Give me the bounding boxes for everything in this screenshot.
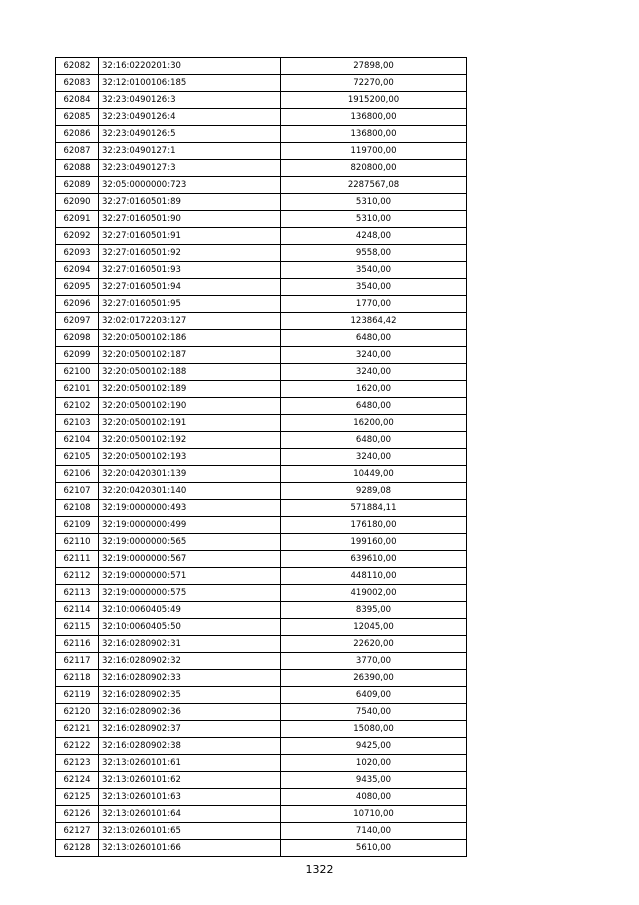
cadastral-number-cell: 32:16:0280902:38 bbox=[99, 738, 281, 755]
table-row bbox=[56, 568, 467, 585]
table-row bbox=[56, 381, 467, 398]
cadastral-number-cell: 32:16:0280902:32 bbox=[99, 653, 281, 670]
table-row bbox=[56, 194, 467, 211]
table-row bbox=[56, 653, 467, 670]
cadastral-value-cell: 3540,00 bbox=[281, 279, 467, 296]
cadastral-number-cell: 32:20:0420301:139 bbox=[99, 466, 281, 483]
cadastral-number-cell: 32:19:0000000:567 bbox=[99, 551, 281, 568]
cadastral-number-cell: 32:20:0500102:193 bbox=[99, 449, 281, 466]
row-number-cell: 62095 bbox=[56, 279, 99, 296]
cadastral-number-cell: 32:19:0000000:565 bbox=[99, 534, 281, 551]
cadastral-number-cell: 32:16:0220201:30 bbox=[99, 58, 281, 75]
table-row bbox=[56, 636, 467, 653]
cadastral-number-cell: 32:13:0260101:65 bbox=[99, 823, 281, 840]
cadastral-number-cell: 32:20:0500102:189 bbox=[99, 381, 281, 398]
row-number-cell: 62084 bbox=[56, 92, 99, 109]
cadastral-value-cell: 9435,00 bbox=[281, 772, 467, 789]
table-row bbox=[56, 551, 467, 568]
cadastral-value-cell: 571884,11 bbox=[281, 500, 467, 517]
row-number-cell: 62083 bbox=[56, 75, 99, 92]
cadastral-value-cell: 3240,00 bbox=[281, 364, 467, 381]
table-row bbox=[56, 245, 467, 262]
row-number-cell: 62097 bbox=[56, 313, 99, 330]
table-row bbox=[56, 840, 467, 857]
row-number-cell: 62110 bbox=[56, 534, 99, 551]
table-row bbox=[56, 432, 467, 449]
row-number-cell: 62105 bbox=[56, 449, 99, 466]
table-row bbox=[56, 466, 467, 483]
row-number-cell: 62087 bbox=[56, 143, 99, 160]
cadastral-value-cell: 9558,00 bbox=[281, 245, 467, 262]
cadastral-number-cell: 32:16:0280902:36 bbox=[99, 704, 281, 721]
row-number-cell: 62124 bbox=[56, 772, 99, 789]
cadastral-value-cell: 15080,00 bbox=[281, 721, 467, 738]
row-number-cell: 62100 bbox=[56, 364, 99, 381]
cadastral-value-cell: 10710,00 bbox=[281, 806, 467, 823]
cadastral-number-cell: 32:27:0160501:89 bbox=[99, 194, 281, 211]
cadastral-number-cell: 32:13:0260101:66 bbox=[99, 840, 281, 857]
row-number-cell: 62128 bbox=[56, 840, 99, 857]
cadastral-value-cell: 1770,00 bbox=[281, 296, 467, 313]
row-number-cell: 62121 bbox=[56, 721, 99, 738]
cadastral-number-cell: 32:27:0160501:93 bbox=[99, 262, 281, 279]
cadastral-number-cell: 32:20:0500102:192 bbox=[99, 432, 281, 449]
cadastral-number-cell: 32:23:0490127:1 bbox=[99, 143, 281, 160]
table-row bbox=[56, 823, 467, 840]
cadastral-number-cell: 32:19:0000000:499 bbox=[99, 517, 281, 534]
cadastral-number-cell: 32:05:0000000:723 bbox=[99, 177, 281, 194]
cadastral-value-cell: 7540,00 bbox=[281, 704, 467, 721]
table-row bbox=[56, 585, 467, 602]
table-row bbox=[56, 160, 467, 177]
cadastral-number-cell: 32:20:0500102:190 bbox=[99, 398, 281, 415]
cadastral-value-cell: 419002,00 bbox=[281, 585, 467, 602]
table-row bbox=[56, 619, 467, 636]
cadastral-number-cell: 32:23:0490126:5 bbox=[99, 126, 281, 143]
cadastral-value-cell: 199160,00 bbox=[281, 534, 467, 551]
cadastral-number-cell: 32:20:0420301:140 bbox=[99, 483, 281, 500]
row-number-cell: 62122 bbox=[56, 738, 99, 755]
cadastral-value-cell: 6409,00 bbox=[281, 687, 467, 704]
row-number-cell: 62113 bbox=[56, 585, 99, 602]
cadastral-value-cell: 12045,00 bbox=[281, 619, 467, 636]
row-number-cell: 62126 bbox=[56, 806, 99, 823]
table-row bbox=[56, 398, 467, 415]
row-number-cell: 62109 bbox=[56, 517, 99, 534]
cadastral-value-cell: 8395,00 bbox=[281, 602, 467, 619]
table-row bbox=[56, 755, 467, 772]
cadastral-number-cell: 32:27:0160501:95 bbox=[99, 296, 281, 313]
cadastral-value-cell: 448110,00 bbox=[281, 568, 467, 585]
table-row bbox=[56, 602, 467, 619]
table-row bbox=[56, 126, 467, 143]
row-number-cell: 62103 bbox=[56, 415, 99, 432]
cadastral-number-cell: 32:27:0160501:91 bbox=[99, 228, 281, 245]
table-row bbox=[56, 483, 467, 500]
cadastral-number-cell: 32:23:0490126:4 bbox=[99, 109, 281, 126]
table-body bbox=[56, 58, 467, 857]
table-row bbox=[56, 92, 467, 109]
row-number-cell: 62102 bbox=[56, 398, 99, 415]
cadastral-value-cell: 136800,00 bbox=[281, 109, 467, 126]
row-number-cell: 62118 bbox=[56, 670, 99, 687]
table-row bbox=[56, 738, 467, 755]
row-number-cell: 62107 bbox=[56, 483, 99, 500]
cadastral-number-cell: 32:13:0260101:64 bbox=[99, 806, 281, 823]
table-row bbox=[56, 364, 467, 381]
cadastral-number-cell: 32:23:0490127:3 bbox=[99, 160, 281, 177]
cadastral-number-cell: 32:20:0500102:188 bbox=[99, 364, 281, 381]
row-number-cell: 62082 bbox=[56, 58, 99, 75]
row-number-cell: 62092 bbox=[56, 228, 99, 245]
row-number-cell: 62112 bbox=[56, 568, 99, 585]
table-row bbox=[56, 330, 467, 347]
cadastral-value-cell: 123864,42 bbox=[281, 313, 467, 330]
cadastral-number-cell: 32:27:0160501:94 bbox=[99, 279, 281, 296]
cadastral-value-cell: 16200,00 bbox=[281, 415, 467, 432]
table-row bbox=[56, 721, 467, 738]
row-number-cell: 62116 bbox=[56, 636, 99, 653]
row-number-cell: 62123 bbox=[56, 755, 99, 772]
row-number-cell: 62093 bbox=[56, 245, 99, 262]
cadastral-value-cell: 1020,00 bbox=[281, 755, 467, 772]
cadastral-value-cell: 1915200,00 bbox=[281, 92, 467, 109]
row-number-cell: 62085 bbox=[56, 109, 99, 126]
row-number-cell: 62096 bbox=[56, 296, 99, 313]
cadastral-number-cell: 32:20:0500102:187 bbox=[99, 347, 281, 364]
cadastral-value-cell: 5310,00 bbox=[281, 194, 467, 211]
cadastral-value-cell: 3540,00 bbox=[281, 262, 467, 279]
row-number-cell: 62120 bbox=[56, 704, 99, 721]
cadastral-value-cell: 176180,00 bbox=[281, 517, 467, 534]
cadastral-value-cell: 9425,00 bbox=[281, 738, 467, 755]
cadastral-number-cell: 32:13:0260101:61 bbox=[99, 755, 281, 772]
cadastral-value-cell: 9289,08 bbox=[281, 483, 467, 500]
row-number-cell: 62114 bbox=[56, 602, 99, 619]
cadastral-number-cell: 32:27:0160501:92 bbox=[99, 245, 281, 262]
table-row bbox=[56, 415, 467, 432]
row-number-cell: 62101 bbox=[56, 381, 99, 398]
table-row bbox=[56, 313, 467, 330]
row-number-cell: 62094 bbox=[56, 262, 99, 279]
table-row bbox=[56, 347, 467, 364]
table-row bbox=[56, 687, 467, 704]
cadastral-value-cell: 26390,00 bbox=[281, 670, 467, 687]
cadastral-number-cell: 32:13:0260101:62 bbox=[99, 772, 281, 789]
cadastral-number-cell: 32:19:0000000:571 bbox=[99, 568, 281, 585]
row-number-cell: 62125 bbox=[56, 789, 99, 806]
row-number-cell: 62117 bbox=[56, 653, 99, 670]
cadastral-value-cell: 72270,00 bbox=[281, 75, 467, 92]
row-number-cell: 62106 bbox=[56, 466, 99, 483]
row-number-cell: 62127 bbox=[56, 823, 99, 840]
row-number-cell: 62091 bbox=[56, 211, 99, 228]
row-number-cell: 62086 bbox=[56, 126, 99, 143]
page-number: 1322 bbox=[305, 863, 334, 876]
row-number-cell: 62098 bbox=[56, 330, 99, 347]
cadastral-value-cell: 5610,00 bbox=[281, 840, 467, 857]
row-number-cell: 62108 bbox=[56, 500, 99, 517]
cadastral-number-cell: 32:19:0000000:575 bbox=[99, 585, 281, 602]
cadastral-number-cell: 32:02:0172203:127 bbox=[99, 313, 281, 330]
table-row bbox=[56, 143, 467, 160]
row-number-cell: 62115 bbox=[56, 619, 99, 636]
cadastral-value-cell: 4080,00 bbox=[281, 789, 467, 806]
cadastral-number-cell: 32:16:0280902:33 bbox=[99, 670, 281, 687]
cadastral-value-cell: 6480,00 bbox=[281, 432, 467, 449]
cadastral-number-cell: 32:10:0060405:49 bbox=[99, 602, 281, 619]
cadastral-value-cell: 4248,00 bbox=[281, 228, 467, 245]
cadastral-value-cell: 10449,00 bbox=[281, 466, 467, 483]
table-row bbox=[56, 211, 467, 228]
row-number-cell: 62089 bbox=[56, 177, 99, 194]
cadastral-value-cell: 27898,00 bbox=[281, 58, 467, 75]
row-number-cell: 62119 bbox=[56, 687, 99, 704]
table-row bbox=[56, 296, 467, 313]
table-row bbox=[56, 772, 467, 789]
table-row bbox=[56, 449, 467, 466]
table-row bbox=[56, 500, 467, 517]
cadastral-value-cell: 22620,00 bbox=[281, 636, 467, 653]
row-number-cell: 62104 bbox=[56, 432, 99, 449]
table-row bbox=[56, 704, 467, 721]
cadastral-number-cell: 32:16:0280902:37 bbox=[99, 721, 281, 738]
cadastral-number-cell: 32:13:0260101:63 bbox=[99, 789, 281, 806]
cadastral-value-cell: 136800,00 bbox=[281, 126, 467, 143]
cadastral-number-cell: 32:16:0280902:35 bbox=[99, 687, 281, 704]
row-number-cell: 62111 bbox=[56, 551, 99, 568]
table-row bbox=[56, 806, 467, 823]
cadastral-number-cell: 32:16:0280902:31 bbox=[99, 636, 281, 653]
cadastral-value-cell: 639610,00 bbox=[281, 551, 467, 568]
table-row bbox=[56, 58, 467, 75]
cadastral-value-cell: 3240,00 bbox=[281, 449, 467, 466]
table-row bbox=[56, 262, 467, 279]
table-row bbox=[56, 177, 467, 194]
table-row bbox=[56, 534, 467, 551]
cadastral-value-cell: 3240,00 bbox=[281, 347, 467, 364]
table-row bbox=[56, 517, 467, 534]
cadastral-value-cell: 820800,00 bbox=[281, 160, 467, 177]
table-row bbox=[56, 109, 467, 126]
table-row bbox=[56, 789, 467, 806]
table-row bbox=[56, 279, 467, 296]
cadastral-value-cell: 6480,00 bbox=[281, 398, 467, 415]
row-number-cell: 62090 bbox=[56, 194, 99, 211]
cadastral-value-cell: 3770,00 bbox=[281, 653, 467, 670]
table-row bbox=[56, 75, 467, 92]
row-number-cell: 62099 bbox=[56, 347, 99, 364]
cadastral-value-table bbox=[55, 57, 467, 857]
table-row bbox=[56, 670, 467, 687]
cadastral-number-cell: 32:19:0000000:493 bbox=[99, 500, 281, 517]
table-row bbox=[56, 228, 467, 245]
cadastral-number-cell: 32:20:0500102:186 bbox=[99, 330, 281, 347]
cadastral-value-cell: 119700,00 bbox=[281, 143, 467, 160]
cadastral-number-cell: 32:20:0500102:191 bbox=[99, 415, 281, 432]
cadastral-value-cell: 5310,00 bbox=[281, 211, 467, 228]
cadastral-value-cell: 2287567,08 bbox=[281, 177, 467, 194]
row-number-cell: 62088 bbox=[56, 160, 99, 177]
cadastral-number-cell: 32:27:0160501:90 bbox=[99, 211, 281, 228]
cadastral-value-cell: 7140,00 bbox=[281, 823, 467, 840]
cadastral-number-cell: 32:12:0100106:185 bbox=[99, 75, 281, 92]
cadastral-number-cell: 32:23:0490126:3 bbox=[99, 92, 281, 109]
cadastral-value-cell: 6480,00 bbox=[281, 330, 467, 347]
cadastral-number-cell: 32:10:0060405:50 bbox=[99, 619, 281, 636]
cadastral-value-cell: 1620,00 bbox=[281, 381, 467, 398]
